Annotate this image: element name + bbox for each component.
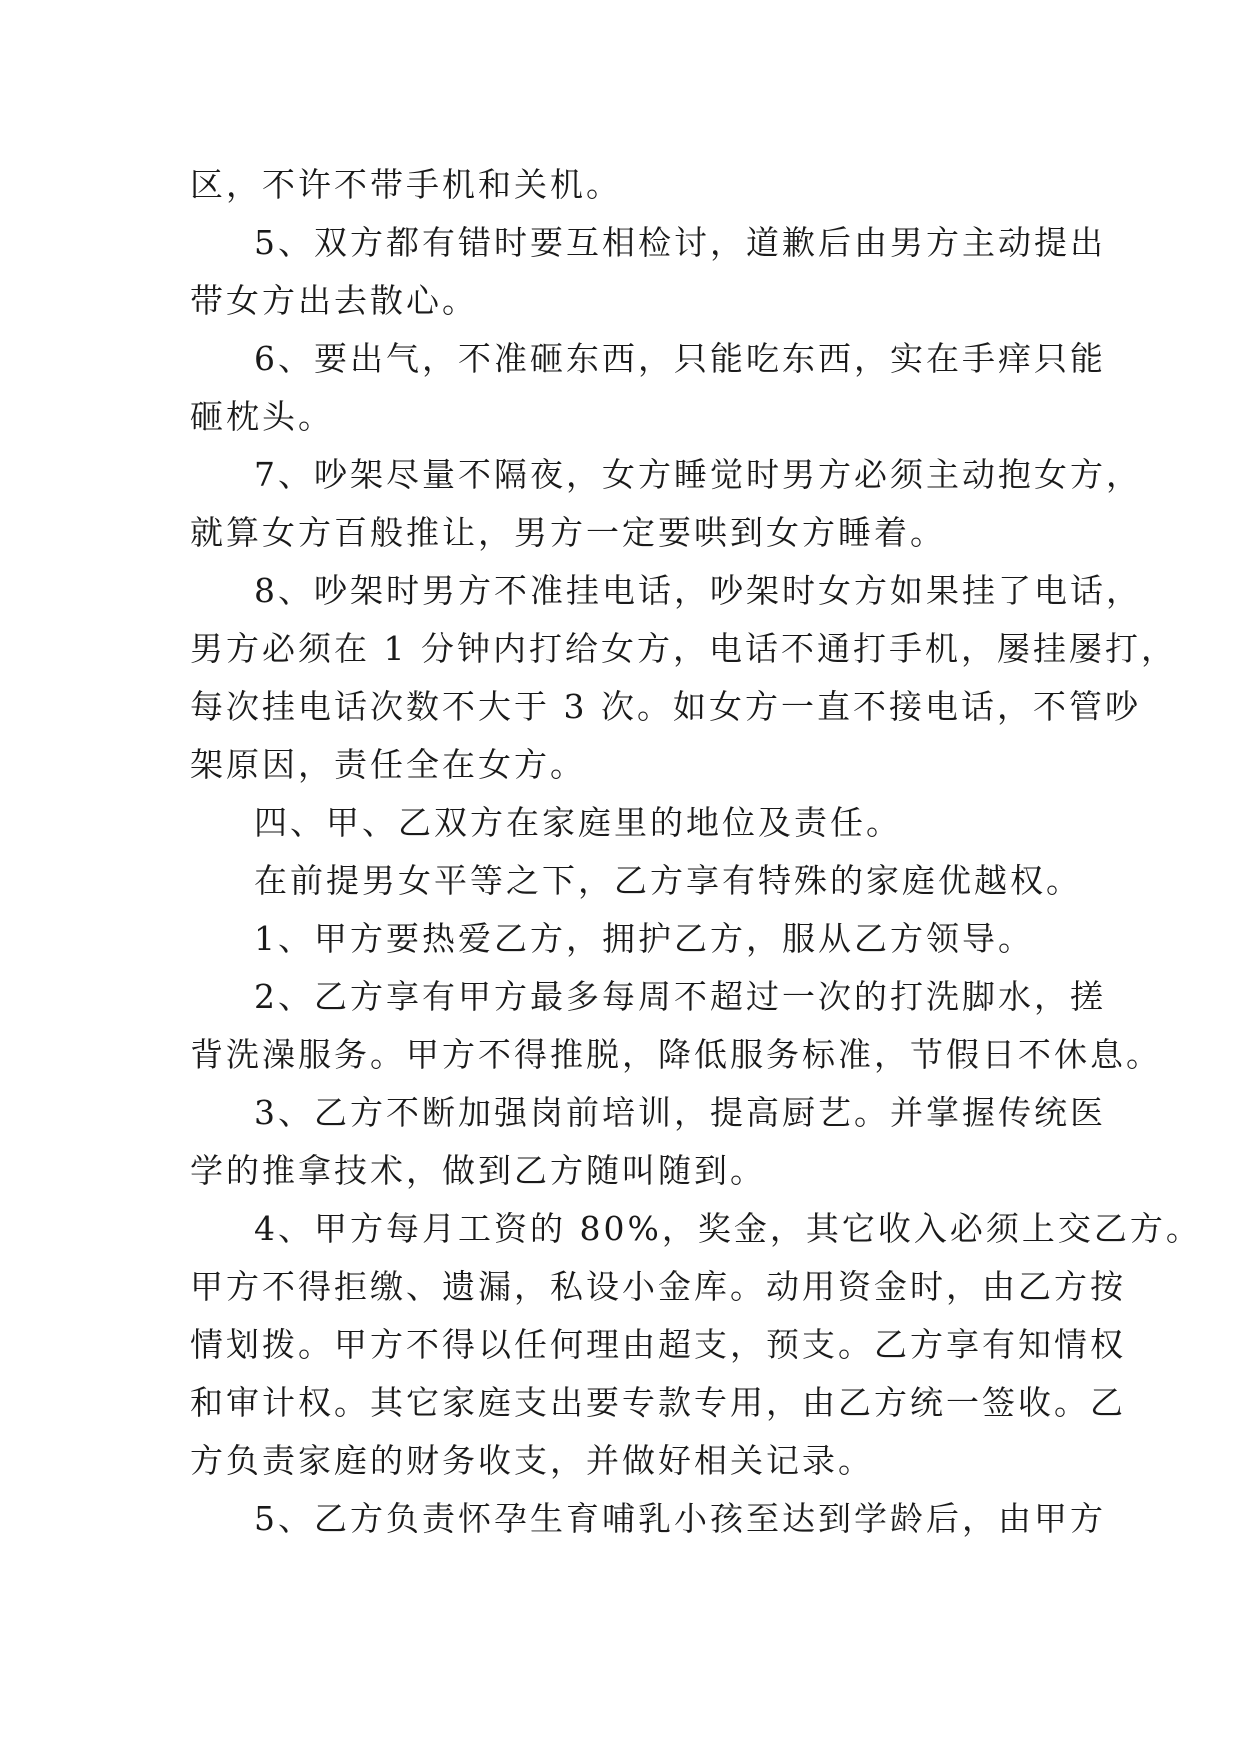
text-line: 带女方出去散心。 <box>190 281 478 320</box>
text-line: 区，不许不带手机和关机。 <box>190 165 622 204</box>
text-line: 就算女方百般推让，男方一定要哄到女方睡着。 <box>190 513 946 552</box>
text-line: 2、乙方享有甲方最多每周不超过一次的打洗脚水，搓 <box>254 977 1106 1016</box>
text-line: 6、要出气，不准砸东西，只能吃东西，实在手痒只能 <box>254 339 1106 378</box>
text-line: 架原因，责任全在女方。 <box>190 745 586 784</box>
text-line: 情划拨。甲方不得以任何理由超支，预支。乙方享有知情权 <box>190 1325 1126 1364</box>
text-line: 7、吵架尽量不隔夜，女方睡觉时男方必须主动抱女方， <box>254 455 1142 494</box>
text-line: 1、甲方要热爱乙方，拥护乙方，服从乙方领导。 <box>254 919 1034 958</box>
text-line: 甲方不得拒缴、遗漏，私设小金库。动用资金时，由乙方按 <box>190 1267 1126 1306</box>
text-line: 男方必须在 1 分钟内打给女方，电话不通打手机，屡挂屡打， <box>190 629 1177 668</box>
text-line: 8、吵架时男方不准挂电话，吵架时女方如果挂了电话， <box>254 571 1142 610</box>
text-line: 学的推拿技术，做到乙方随叫随到。 <box>190 1151 766 1190</box>
text-line: 5、乙方负责怀孕生育哺乳小孩至达到学龄后，由甲方 <box>254 1499 1106 1538</box>
text-line: 4、甲方每月工资的 80%，奖金，其它收入必须上交乙方。 <box>254 1209 1202 1248</box>
text-line: 3、乙方不断加强岗前培训，提高厨艺。并掌握传统医 <box>254 1093 1106 1132</box>
section-heading: 四、甲、乙双方在家庭里的地位及责任。 <box>254 803 902 842</box>
text-line: 在前提男女平等之下，乙方享有特殊的家庭优越权。 <box>254 861 1082 900</box>
text-line: 和审计权。其它家庭支出要专款专用，由乙方统一签收。乙 <box>190 1383 1126 1422</box>
text-line: 砸枕头。 <box>190 397 334 436</box>
text-line: 每次挂电话次数不大于 3 次。如女方一直不接电话，不管吵 <box>190 687 1141 726</box>
text-line: 背洗澡服务。甲方不得推脱，降低服务标准，节假日不休息。 <box>190 1035 1162 1074</box>
text-line: 方负责家庭的财务收支，并做好相关记录。 <box>190 1441 874 1480</box>
text-line: 5、双方都有错时要互相检讨，道歉后由男方主动提出 <box>254 223 1106 262</box>
